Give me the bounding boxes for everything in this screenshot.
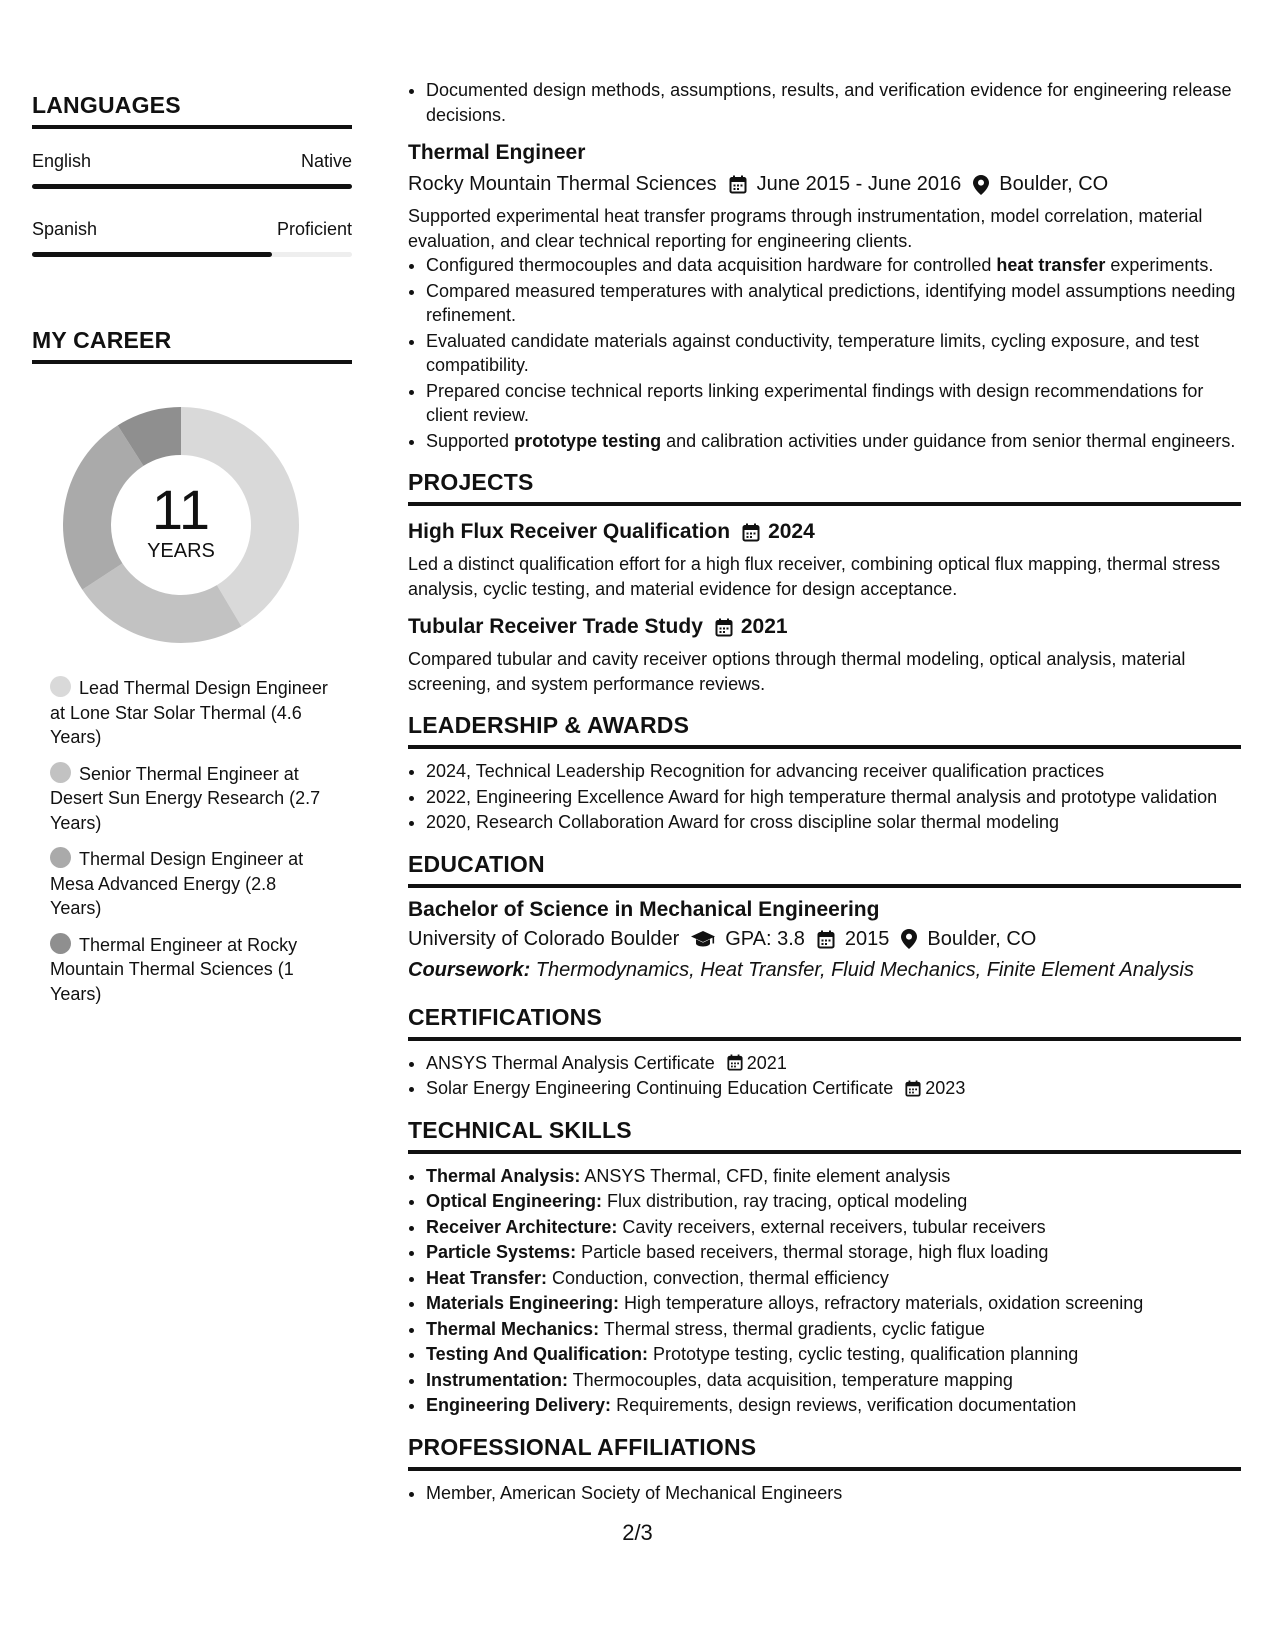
affiliations-title: PROFESSIONAL AFFILIATIONS [408, 1434, 1241, 1471]
certifications-list [408, 1051, 1241, 1101]
job-summary: Supported experimental heat transfer programs through instrumentation, model correlation, material evaluation, and clear technical reporting for engineering clients. [408, 206, 1203, 251]
degree-title: Bachelor of Science in Mechanical Engineering [408, 897, 880, 921]
list-item: • Engineering Delivery: Requirements, design reviews, verification documentation [426, 1393, 1241, 1418]
previous-job-bullets [408, 78, 1241, 127]
list-item: • Particle Systems: Particle based receivers, thermal storage, high flux loading [426, 1240, 1241, 1265]
legend-dot-icon [50, 676, 71, 697]
gpa: GPA: 3.8 [725, 927, 805, 950]
language-level: Native [300, 151, 352, 171]
job-bullets [408, 253, 1241, 453]
graduation-year: 2015 [844, 927, 890, 950]
career-legend-item: Lead Thermal Design Engineer at Lone Star Solar Thermal (4.6 Years) [50, 678, 328, 747]
certifications-section [408, 1004, 1241, 1101]
list-item: • Compared measured temperatures with analytical predictions, identifying model assumptions needing refinement. [426, 279, 1241, 328]
career-title: MY CAREER [32, 327, 352, 364]
language-bar [32, 184, 352, 189]
list-item: • Evaluated candidate materials against conductivity, temperature limits, cycling exposure, and test compatibility. [426, 329, 1241, 378]
calendar-icon [715, 618, 733, 637]
skills-title: TECHNICAL SKILLS [408, 1117, 1241, 1154]
left-column [32, 92, 352, 1018]
awards-title: LEADERSHIP & AWARDS [408, 712, 1241, 749]
career-donut-chart [56, 400, 306, 650]
location-pin-icon [973, 175, 989, 195]
location-pin-icon [901, 929, 917, 949]
project-title: Tubular Receiver Trade Study 2021 [408, 615, 788, 638]
right-column [408, 78, 1241, 1506]
career-legend [32, 676, 352, 1006]
job-company: Rocky Mountain Thermal Sciences [408, 173, 717, 195]
project-description: Compared tubular and cavity receiver options through thermal modeling, optical analysis, material screening, and system performance reviews. [408, 649, 1186, 694]
language-spanish [32, 219, 352, 257]
job-title: Thermal Engineer [408, 141, 586, 164]
calendar-icon [742, 523, 760, 542]
language-bar [32, 252, 352, 257]
list-item: • Solar Energy Engineering Continuing Education Certificate 2023 [426, 1076, 1241, 1101]
education-title: EDUCATION [408, 851, 1241, 888]
projects-section [408, 469, 1241, 696]
list-item: • 2020, Research Collaboration Award for cross discipline solar thermal modeling [426, 810, 1241, 835]
list-item: • Supported prototype testing and calibration activities under guidance from senior thermal engineers. [426, 429, 1241, 454]
legend-dot-icon [50, 762, 71, 783]
awards-section [408, 712, 1241, 835]
project-title: High Flux Receiver Qualification 2024 [408, 520, 815, 543]
calendar-icon [905, 1080, 921, 1097]
certifications-title: CERTIFICATIONS [408, 1004, 1241, 1041]
list-item: • 2022, Engineering Excellence Award for high temperature thermal analysis and prototype validation [426, 785, 1241, 810]
career-total-unit: YEARS [147, 540, 215, 562]
list-item: • Optical Engineering: Flux distribution, ray tracing, optical modeling [426, 1189, 1241, 1214]
project-year: 2024 [768, 520, 815, 543]
career-legend-item: Thermal Engineer at Rocky Mountain Thermal Sciences (1 Years) [50, 934, 298, 1004]
job-dates: June 2015 - June 2016 [756, 173, 962, 195]
education-meta [408, 928, 1241, 951]
list-item: • Heat Transfer: Conduction, convection, thermal efficiency [426, 1266, 1241, 1291]
list-item: • Thermal Mechanics: Thermal stress, thermal gradients, cyclic fatigue [426, 1317, 1241, 1342]
skills-section [408, 1117, 1241, 1418]
page-number: 2/3 [622, 1520, 653, 1545]
coursework: Coursework: Thermodynamics, Heat Transfer, Fluid Mechanics, Finite Element Analysis [408, 958, 1194, 981]
list-item: • Thermal Analysis: ANSYS Thermal, CFD, finite element analysis [426, 1164, 1241, 1189]
job-meta [408, 173, 1241, 196]
career-total-years: 11 [151, 478, 211, 541]
legend-dot-icon [50, 847, 71, 868]
calendar-icon [817, 930, 835, 949]
awards-list [408, 759, 1241, 835]
list-item: • ANSYS Thermal Analysis Certificate 2021 [426, 1051, 1241, 1076]
languages-title: LANGUAGES [32, 92, 352, 129]
career-legend-item: Senior Thermal Engineer at Desert Sun Energy Research (2.7 Years) [50, 763, 321, 833]
language-level: Proficient [276, 219, 352, 239]
career-legend-item: Thermal Design Engineer at Mesa Advanced Energy (2.8 Years) [50, 849, 304, 918]
job-location: Boulder, CO [999, 173, 1109, 195]
affiliations-list [408, 1481, 1241, 1506]
list-item: • Prepared concise technical reports linking experimental findings with design recommendations for client review. [426, 379, 1241, 428]
list-item: • Receiver Architecture: Cavity receivers, external receivers, tubular receivers [426, 1215, 1241, 1240]
affiliations-section [408, 1434, 1241, 1506]
projects-title: PROJECTS [408, 469, 1241, 506]
list-item: • Configured thermocouples and data acquisition hardware for controlled heat transfer experiments. [426, 253, 1241, 278]
language-name: English [32, 151, 92, 171]
school-location: Boulder, CO [927, 927, 1037, 950]
project-year: 2021 [740, 615, 788, 638]
list-item: • 2024, Technical Leadership Recognition for advancing receiver qualification practices [426, 759, 1241, 784]
graduation-cap-icon [691, 930, 715, 948]
calendar-icon [727, 1054, 743, 1071]
list-item: • Instrumentation: Thermocouples, data acquisition, temperature mapping [426, 1368, 1241, 1393]
calendar-icon [729, 175, 747, 194]
project-description: Led a distinct qualification effort for a high flux receiver, combining optical flux mapping, thermal stress analysis, cyclic testing, and material evidence for design acceptance. [408, 554, 1221, 599]
school-name: University of Colorado Boulder [408, 927, 680, 950]
legend-dot-icon [50, 933, 71, 954]
education-section [408, 851, 1241, 982]
language-name: Spanish [32, 219, 98, 239]
list-item: • Testing And Qualification: Prototype testing, cyclic testing, qualification planning [426, 1342, 1241, 1367]
list-item: • Member, American Society of Mechanical Engineers [426, 1481, 1241, 1506]
donut-slice-2 [82, 563, 241, 643]
list-item: • Materials Engineering: High temperature alloys, refractory materials, oxidation screening [426, 1291, 1241, 1316]
list-item: • Documented design methods, assumptions, results, and verification evidence for engineering release decisions. [426, 78, 1241, 127]
skills-list [408, 1164, 1241, 1418]
language-english [32, 151, 352, 189]
